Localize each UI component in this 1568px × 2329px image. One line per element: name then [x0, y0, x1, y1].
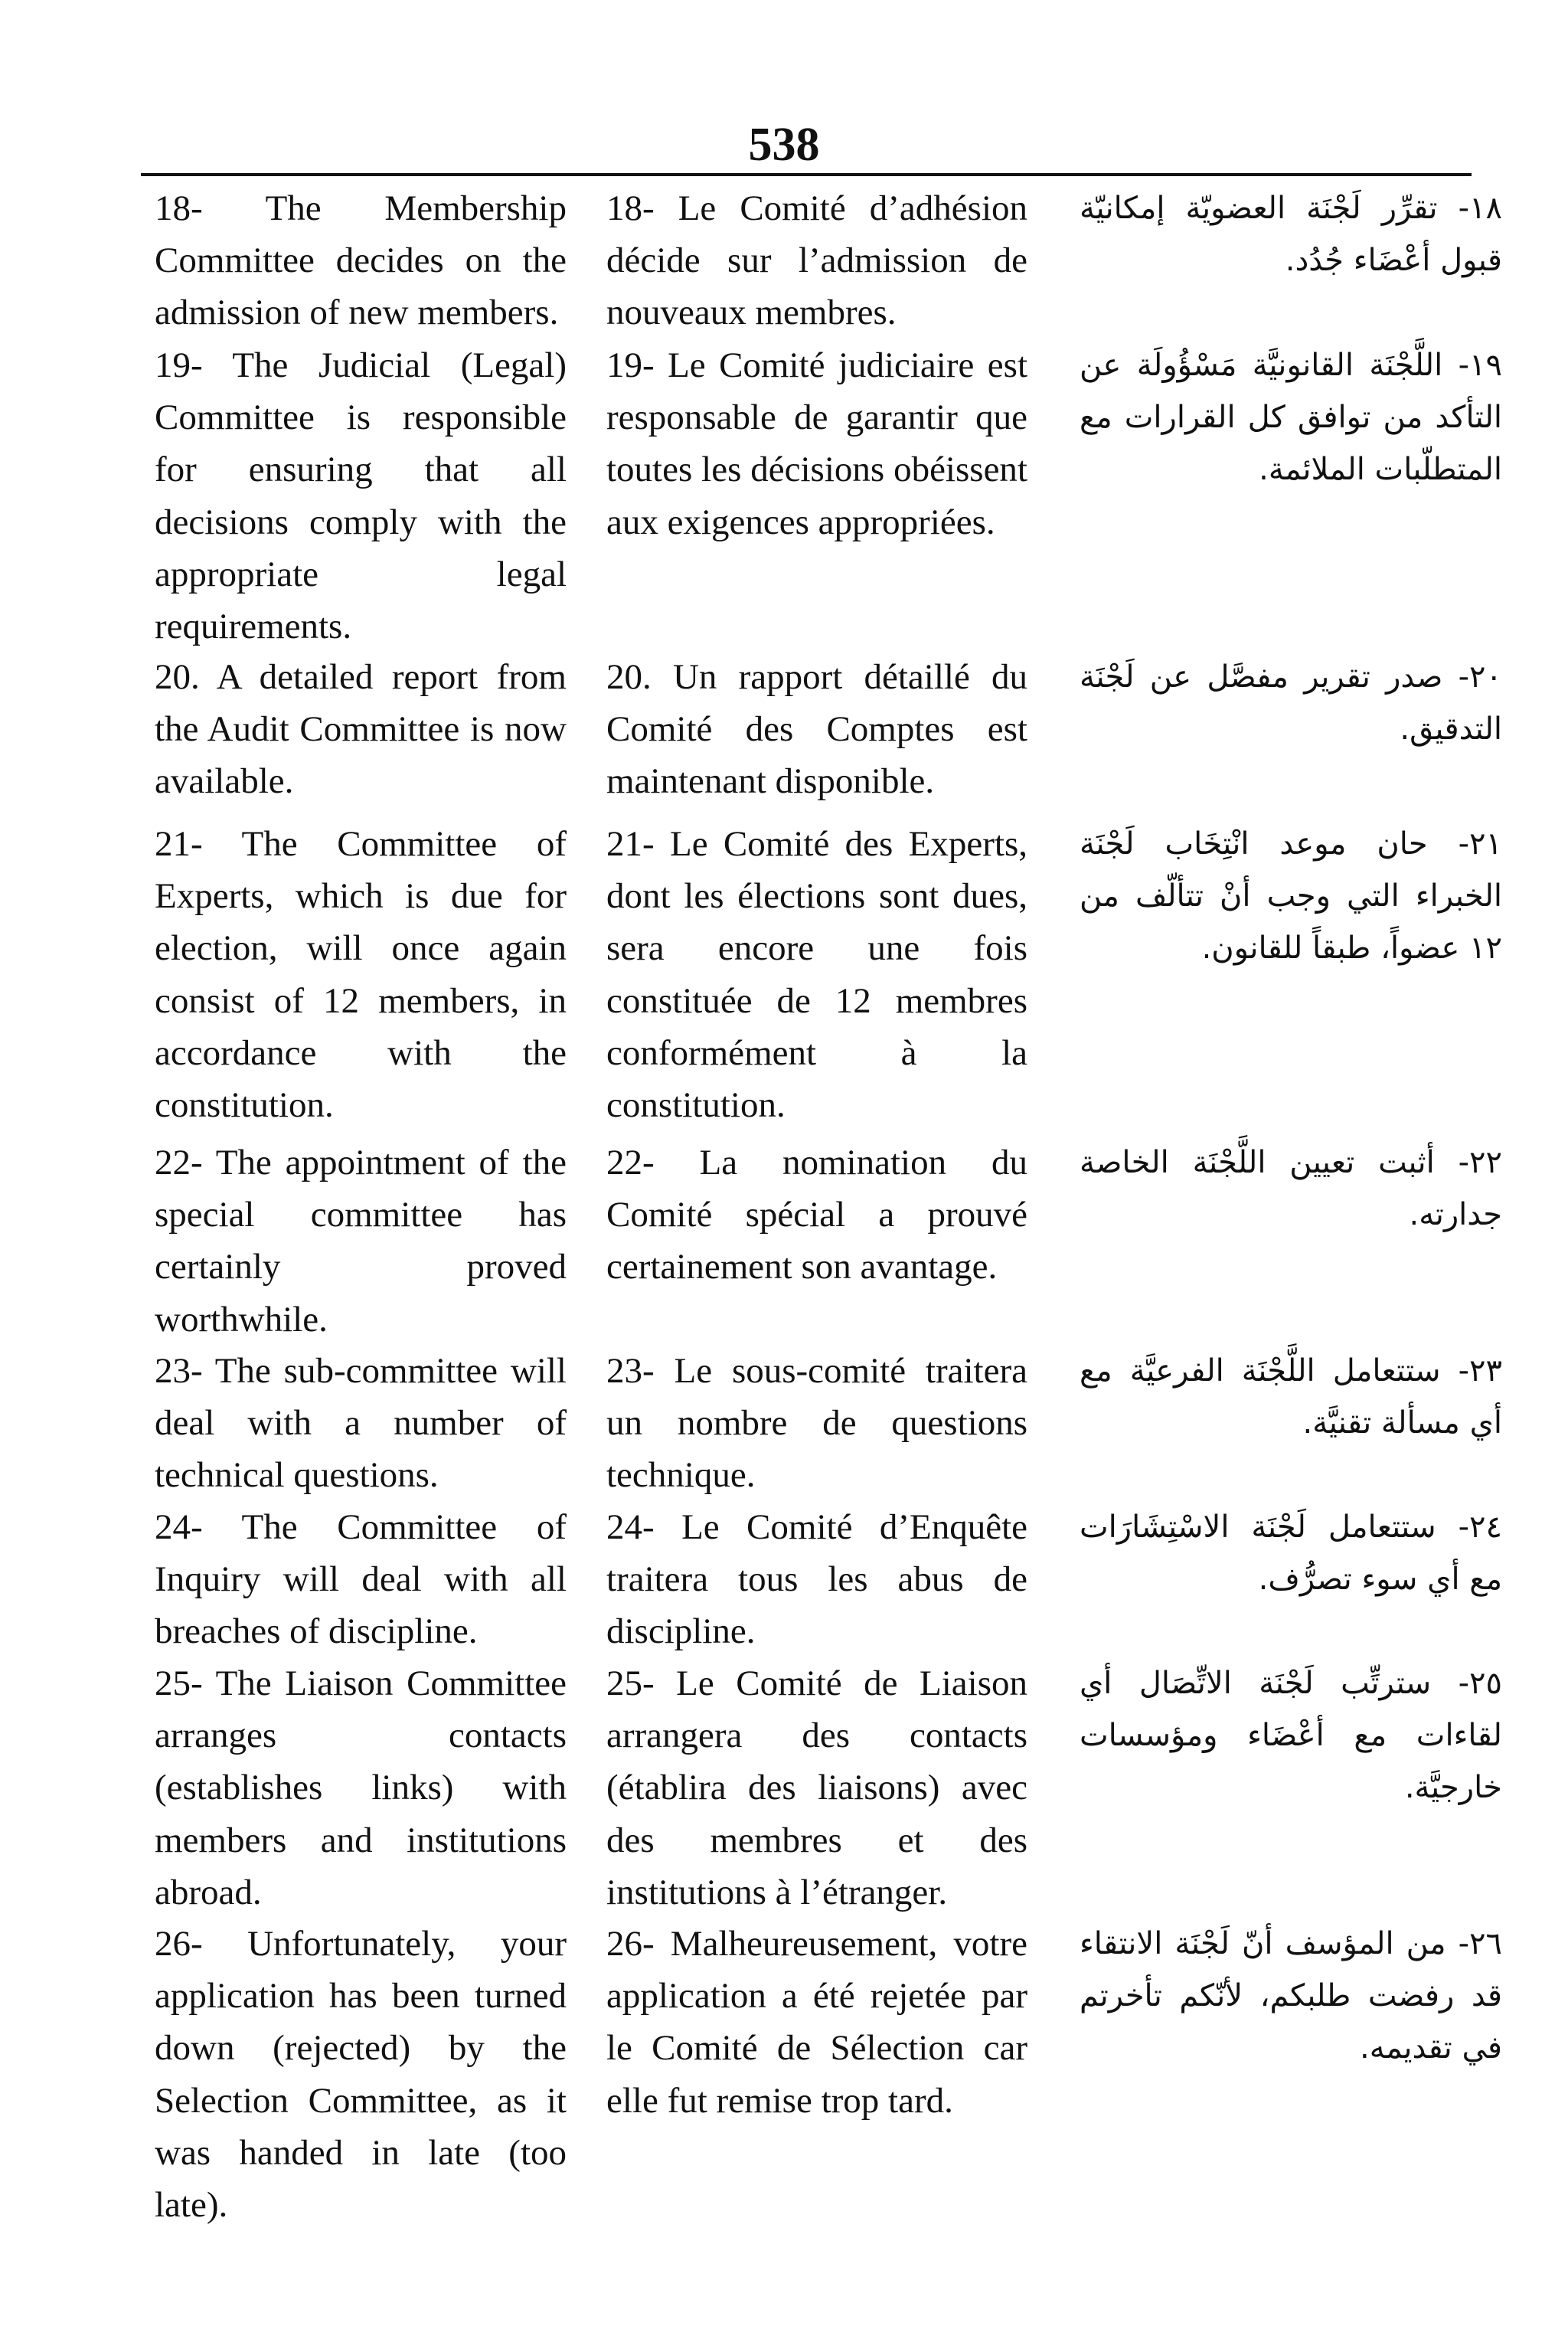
english-text: 22- The appointment of the special committee has certainly proved worthwhile.	[155, 1143, 567, 1340]
english-text: 24- The Committee of Inquiry will deal with all breaches of discipline.	[155, 1507, 567, 1652]
entry-row	[0, 1137, 1568, 1345]
arabic-text: ١٩- اللَّجْنَة القانونيَّة مَسْؤُولَة عن التأكد من توافق كل القرارات مع المتطلّبات الملائمة.	[1080, 348, 1502, 488]
arabic-text: ٢٤- ستتعامل لَجْنَة الاسْتِشَارَات مع أي سوء تصرُّف.	[1080, 1510, 1502, 1598]
arabic-text: ٢٥- سترتِّب لَجْنَة الاتِّصَال أي لقاءات مع أعْضَاء ومؤسسات خارجيَّة.	[1080, 1666, 1502, 1806]
entries-table	[0, 182, 1568, 2239]
english-text: 26- Unfortunately, your application has been turned down (rejected) by the Selection Committee, as it was handed in late (too late).	[155, 1924, 567, 2226]
entry-row	[0, 1345, 1568, 1501]
french-text: 26- Malheureusement, votre application a été rejetée par le Comité de Sélection car elle fut remise trop tard.	[606, 1924, 1027, 2121]
french-text: 21- Le Comité des Experts, dont les élections sont dues, sera encore une fois constituée de 12 membres conformément à la constitution.	[606, 824, 1027, 1126]
entry-row	[0, 1501, 1568, 1657]
entry-row	[0, 1657, 1568, 1918]
french-text: 19- Le Comité judiciaire est responsable de garantir que toutes les décisions obéissent aux exigences appropriées.	[606, 345, 1027, 542]
english-text: 21- The Committee of Experts, which is due for election, will once again consist of 12 members, in accordance with the constitution.	[155, 824, 567, 1126]
french-text: 18- Le Comité d’adhésion décide sur l’admission de nouveaux membres.	[606, 188, 1027, 333]
arabic-text: ٢٣- ستتعامل اللَّجْنَة الفرعيَّة مع أي مسألة تقنيَّة.	[1080, 1353, 1502, 1441]
english-text: 18- The Membership Committee decides on the admission of new members.	[155, 188, 567, 333]
english-text: 25- The Liaison Committee arranges contacts (establishes links) with members and institutions abroad.	[155, 1663, 567, 1912]
arabic-text: ٢٠- صدر تقرير مفصَّل عن لَجْنَة التدقيق.	[1080, 659, 1502, 747]
entry-row	[0, 818, 1568, 1137]
arabic-text: ٢١- حان موعد انْتِخَاب لَجْنَة الخبراء التي وجب أنْ تتألّف من ١٢ عضواً، طبقاً للقانون.	[1080, 826, 1502, 967]
entry-row	[0, 182, 1568, 339]
entry-row	[0, 339, 1568, 651]
arabic-text: ٢٦- من المؤسف أنّ لَجْنَة الانتقاء قد رفضت طلبكم، لأنّكم تأخرتم في تقديمه.	[1080, 1926, 1502, 2066]
french-text: 20. Un rapport détaillé du Comité des Comptes est maintenant disponible.	[606, 657, 1027, 802]
arabic-text: ٢٢- أثبت تعيين اللَّجْنَة الخاصة جدارته.	[1080, 1145, 1502, 1233]
english-text: 20. A detailed report from the Audit Committee is now available.	[155, 657, 567, 802]
page-number: 538	[748, 119, 820, 171]
entry-row	[0, 651, 1568, 818]
french-text: 22- La nomination du Comité spécial a prouvé certainement son avantage.	[606, 1143, 1027, 1287]
french-text: 25- Le Comité de Liaison arrangera des contacts (établira des liaisons) avec des membres et des institutions à l’étranger.	[606, 1663, 1027, 1912]
french-text: 23- Le sous-comité traitera un nombre de questions technique.	[606, 1351, 1027, 1496]
header-rule	[141, 173, 1472, 176]
english-text: 23- The sub-committee will deal with a number of technical questions.	[155, 1351, 567, 1496]
english-text: 19- The Judicial (Legal) Committee is responsible for ensuring that all decisions comply with the appropriate legal requirements.	[155, 345, 567, 647]
french-text: 24- Le Comité d’Enquête traitera tous les abus de discipline.	[606, 1507, 1027, 1652]
entry-row	[0, 1918, 1568, 2239]
arabic-text: ١٨- تقرِّر لَجْنَة العضويّة إمكانيّة قبول أعْضَاء جُدُد.	[1080, 191, 1502, 279]
